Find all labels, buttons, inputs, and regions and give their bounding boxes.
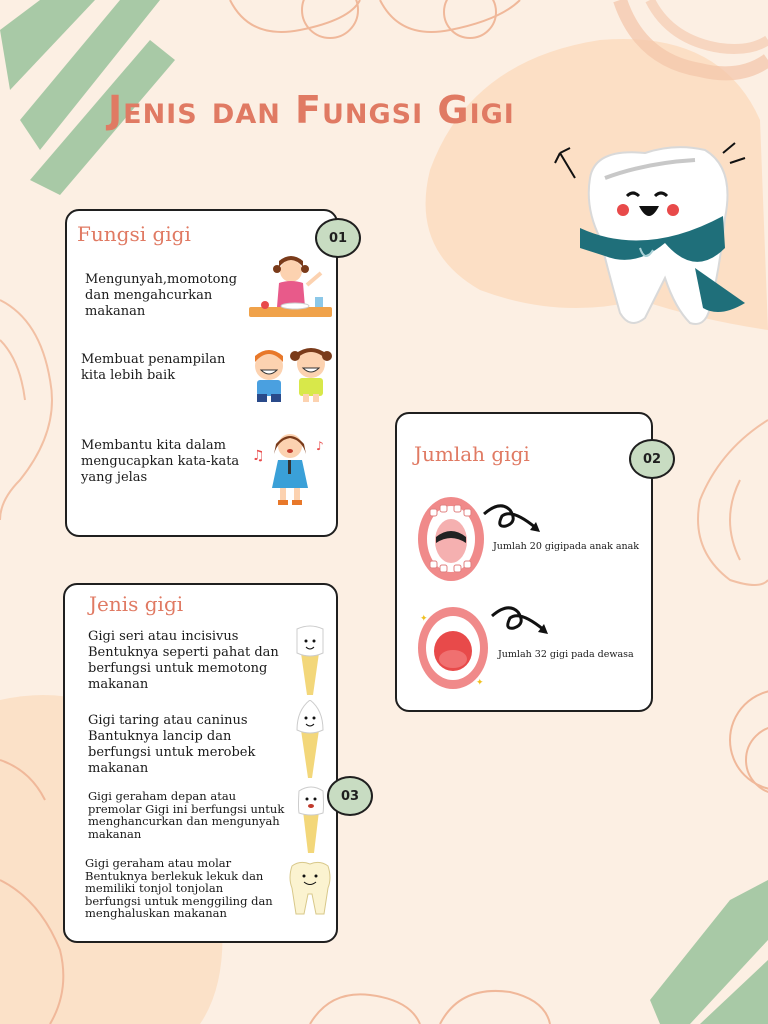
molar-tooth-icon: [288, 860, 332, 916]
badge-03: 03: [327, 776, 373, 816]
incisor-tooth-icon: [293, 625, 327, 697]
svg-text:♫: ♫: [252, 448, 265, 464]
svg-text:✦: ✦: [420, 614, 428, 624]
tooth-mascot-icon: [545, 138, 760, 333]
jumlah-gigi-heading: Jumlah gigi: [414, 442, 530, 466]
jenis-item-3-text: Gigi geraham depan atau premolar Gigi ini berfungsi untuk menghancurkan dan mengunyah makanan: [88, 789, 285, 841]
fungsi-item-3-text: Membantu kita dalam mengucapkan kata-kata yang jelas: [81, 438, 240, 485]
arrow-2-icon: [488, 602, 553, 640]
badge-02: 02: [629, 439, 675, 479]
fungsi-item-2-text: Membuat penampilan kita lebih baik: [81, 352, 226, 383]
arrow-1-icon: [480, 500, 545, 538]
jenis-gigi-heading: Jenis gigi: [89, 592, 184, 616]
badge-01: 01: [315, 218, 361, 258]
svg-text:♪: ♪: [316, 439, 324, 453]
adult-mouth-icon: [416, 605, 490, 691]
jumlah-dewasa-text: Jumlah 32 gigi pada dewasa: [498, 649, 634, 660]
fungsi-item-1-text: Mengunyah,momotong dan mengahcurkan makanan: [85, 272, 238, 319]
eating-girl-icon: [247, 255, 334, 320]
premolar-tooth-icon: [296, 785, 326, 855]
child-mouth-icon: [416, 495, 486, 583]
jenis-item-2-text: Gigi taring atau caninus Bantuknya lancip dan berfungsi untuk merobek makanan: [88, 713, 256, 776]
svg-text:✦: ✦: [476, 678, 484, 688]
canine-tooth-icon: [293, 700, 327, 780]
smiling-kids-icon: [247, 346, 337, 404]
singing-girl-icon: [250, 430, 330, 506]
jenis-item-1-text: Gigi seri atau incisivus Bentuknya seperti pahat dan berfungsi untuk memotong makanan: [88, 629, 279, 692]
fungsi-gigi-heading: Fungsi gigi: [77, 222, 191, 246]
page-title: Jenis dan Fungsi Gigi: [108, 88, 515, 132]
jenis-item-4-text: Gigi geraham atau molar Bentuknya berlekuk lekuk dan memiliki tonjol tonjolan berfungsi untuk menggiling dan menghaluskan makanan: [85, 856, 273, 920]
jumlah-anak-text: Jumlah 20 gigipada anak anak: [493, 541, 640, 552]
